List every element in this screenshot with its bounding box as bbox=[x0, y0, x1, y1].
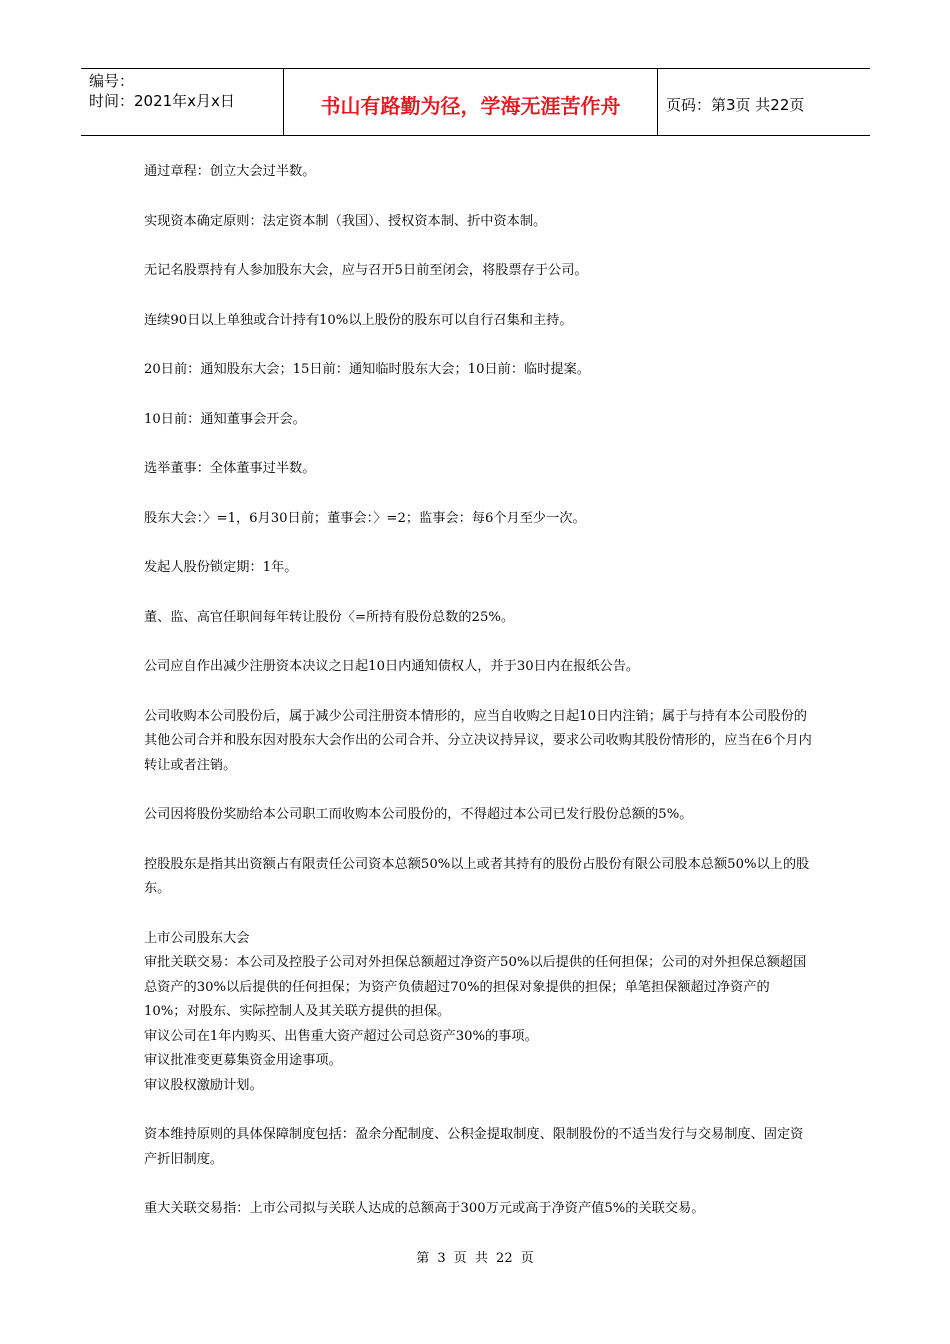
paragraph: 通过章程：创立大会过半数。 bbox=[144, 164, 316, 179]
header-info-cell bbox=[81, 69, 283, 135]
paragraph: 公司收购本公司股份后，属于减少公司注册资本情形的，应当自收购之日起10日内注销；属于与持有本公司股份的其他公司合并和股东因对股东大会作出的公司合并、分立决议持异议，要求公司收购其股份情形的，应当在6个月内转让或者注销。 bbox=[144, 708, 812, 773]
paragraph: 控股股东是指其出资额占有限责任公司资本总额50%以上或者其持有的股份占股份有限公司股本总额50%以上的股东。 bbox=[144, 856, 810, 896]
paragraph: 股东大会：〉=1，6月30日前；董事会：〉=2；监事会：每6个月至少一次。 bbox=[144, 510, 586, 526]
header-page-code: 页码：第3页 共22页 bbox=[666, 95, 805, 114]
paragraph: 连续90日以上单独或合计持有10%以上股份的股东可以自行召集和主持。 bbox=[144, 312, 573, 328]
document-number-label: 编号： bbox=[89, 72, 135, 90]
paragraph: 公司因将股份奖励给本公司职工而收购本公司股份的，不得超过本公司已发行股份总额的5%。 bbox=[144, 807, 693, 822]
paragraph: 无记名股票持有人参加股东大会，应与召开5日前至闭会，将股票存于公司。 bbox=[144, 263, 588, 278]
document-body bbox=[144, 160, 812, 1247]
page-footer: 第 3 页 共 22 页 bbox=[416, 1251, 534, 1266]
section-item: 审议公司在1年内购买、出售重大资产超过公司总资产30%的事项。 bbox=[144, 1028, 538, 1044]
listed-company-section bbox=[144, 927, 812, 1099]
paragraph: 重大关联交易指：上市公司拟与关联人达成的总额高于300万元或高于净资产值5%的关联交易。 bbox=[144, 1201, 705, 1216]
section-item: 审批关联交易：本公司及控股子公司对外担保总额超过净资产50%以后提供的任何担保；公司的对外担保总额超国总资产的30%以后提供的任何担保；为资产负债超过70%的担保对象提供的担保；单笔担保额超过净资产的10%；对股东、实际控制人及其关联方提供的担保。 bbox=[144, 955, 807, 1019]
paragraph: 董、监、高官任职间每年转让股份〈=所持有股份总数的25%。 bbox=[144, 609, 515, 625]
paragraph: 10日前：通知董事会开会。 bbox=[144, 411, 306, 427]
section-title: 上市公司股东大会 bbox=[144, 930, 250, 946]
paragraph: 20日前：通知股东大会；15日前：通知临时股东大会；10日前：临时提案。 bbox=[144, 362, 590, 377]
paragraph: 资本维持原则的具体保障制度包括：盈余分配制度、公积金提取制度、限制股份的不适当发行与交易制度、固定资产折旧制度。 bbox=[144, 1127, 804, 1167]
page-header bbox=[81, 68, 870, 136]
document-time-label: 时间：2021年x月x日 bbox=[89, 92, 235, 110]
paragraph: 发起人股份锁定期：1年。 bbox=[144, 560, 298, 575]
section-item: 审议股权激励计划。 bbox=[144, 1077, 263, 1093]
header-motto: 书山有路勤为径，学海无涯苦作舟 bbox=[283, 69, 658, 135]
paragraph: 实现资本确定原则：法定资本制（我国）、授权资本制、折中资本制。 bbox=[144, 213, 547, 229]
paragraph: 公司应自作出减少注册资本决议之日起10日内通知债权人，并于30日内在报纸公告。 bbox=[144, 659, 640, 674]
paragraph: 选举董事：全体董事过半数。 bbox=[144, 461, 316, 476]
section-item: 审议批准变更募集资金用途事项。 bbox=[144, 1053, 342, 1068]
